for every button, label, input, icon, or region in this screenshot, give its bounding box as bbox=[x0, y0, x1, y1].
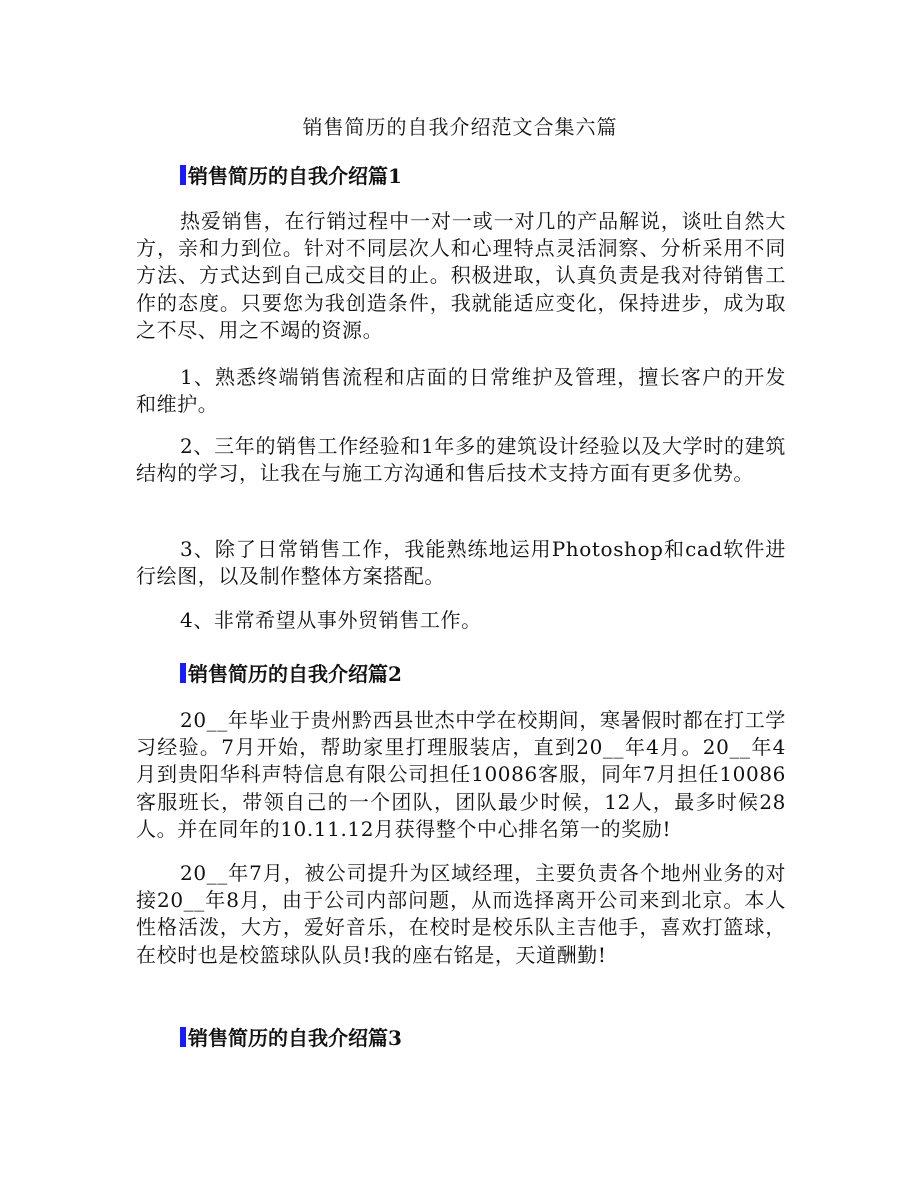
paragraph: 4、非常希望从事外贸销售工作。 bbox=[180, 608, 482, 632]
paragraph: 2、三年的销售工作经验和1年多的建筑设计经验以及大学时的建筑结构的学习，让我在与施工方沟通和售后技术支持方面有更多优势。 bbox=[136, 434, 786, 486]
heading-marker-icon bbox=[180, 1027, 186, 1047]
heading-marker-icon bbox=[180, 663, 186, 683]
paragraph: 20__年毕业于贵州黔西县世杰中学在校期间，寒暑假时都在打工学习经验。7月开始，帮助家里打理服装店，直到20__年4月。20__年4月到贵阳华科声特信息有限公司担任10086客服，同年7月担任10086客服班长，带领自己的一个团队，团队最少时候，12人，最多时候28人。并在同年的10.11.12月获得整个中心排名第一的奖励! bbox=[136, 708, 786, 841]
section-heading-1 bbox=[180, 160, 402, 189]
document-title: 销售简历的自我介绍范文合集六篇 bbox=[302, 115, 618, 139]
paragraph: 20__年7月，被公司提升为区域经理，主要负责各个地州业务的对接20__年8月，由于公司内部问题，从而选择离开公司来到北京。本人性格活泼，大方，爱好音乐，在校时是校乐队主吉他手，喜欢打篮球，在校时也是校篮球队队员!我的座右铭是，天道酬勤! bbox=[136, 861, 786, 967]
heading-marker-icon bbox=[180, 165, 186, 185]
section-heading-3 bbox=[180, 1022, 402, 1051]
paragraph: 热爱销售，在行销过程中一对一或一对几的产品解说，谈吐自然大方，亲和力到位。针对不同层次人和心理特点灵活洞察、分析采用不同方法、方式达到自己成交目的止。积极进取，认真负责是我对待销售工作的态度。只要您为我创造条件，我就能适应变化，保持进步，成为取之不尽、用之不竭的资源。 bbox=[136, 209, 786, 342]
section-heading-2 bbox=[180, 658, 402, 687]
section-heading-text: 销售简历的自我介绍篇1 bbox=[188, 164, 402, 188]
section-heading-text: 销售简历的自我介绍篇2 bbox=[188, 662, 402, 686]
paragraph: 3、除了日常销售工作，我能熟练地运用Photoshop和cad软件进行绘图，以及制作整体方案搭配。 bbox=[136, 537, 786, 589]
section-heading-text: 销售简历的自我介绍篇3 bbox=[188, 1026, 402, 1050]
paragraph: 1、熟悉终端销售流程和店面的日常维护及管理，擅长客户的开发和维护。 bbox=[136, 365, 786, 417]
